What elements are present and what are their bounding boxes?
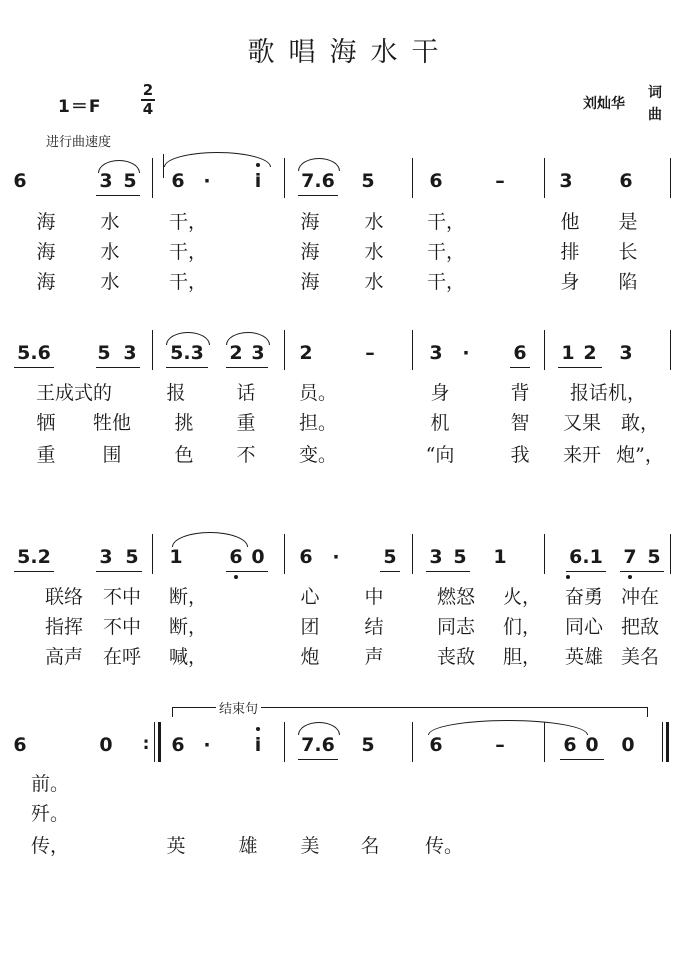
lyric: 丧敌 bbox=[436, 646, 476, 668]
lyric: 报 bbox=[166, 382, 186, 404]
octave-dot bbox=[256, 163, 260, 167]
lyric: 炮 bbox=[300, 646, 320, 668]
lyric: 水 bbox=[100, 211, 120, 233]
lyric: 海 bbox=[36, 271, 56, 293]
note: 0 bbox=[585, 734, 599, 756]
lyric: 是 bbox=[618, 211, 638, 233]
note: 6 bbox=[563, 734, 577, 756]
credit-music: 曲 bbox=[648, 107, 662, 123]
ending-bracket-left bbox=[172, 707, 173, 717]
note: 5 bbox=[453, 546, 467, 568]
eighth-underline bbox=[558, 367, 602, 368]
eighth-underline bbox=[14, 571, 54, 572]
note: 3 bbox=[559, 170, 573, 192]
lyric: 海 bbox=[36, 241, 56, 263]
note: · bbox=[203, 734, 211, 756]
lyric: 员。 bbox=[298, 382, 338, 404]
note: · bbox=[332, 546, 340, 568]
slur bbox=[98, 160, 140, 173]
note: 5 bbox=[125, 546, 139, 568]
lyric: 炮”， bbox=[616, 444, 664, 466]
lyric: 身 bbox=[430, 382, 450, 404]
lyric: 把敌 bbox=[620, 616, 660, 638]
lyric: 英 bbox=[166, 835, 186, 857]
barline bbox=[152, 158, 153, 198]
lyric: 们， bbox=[502, 616, 542, 638]
staff-row-1 bbox=[0, 158, 700, 202]
time-signature bbox=[141, 83, 155, 117]
note: 2 bbox=[299, 342, 313, 364]
note: 5 bbox=[647, 546, 661, 568]
barline bbox=[670, 534, 671, 574]
eighth-underline bbox=[566, 571, 606, 572]
barline bbox=[544, 534, 545, 574]
note: 6 bbox=[619, 170, 633, 192]
note: 3 bbox=[99, 170, 113, 192]
barline bbox=[544, 722, 545, 762]
note: 1 bbox=[493, 546, 507, 568]
lyric: 海 bbox=[300, 211, 320, 233]
eighth-underline bbox=[96, 195, 140, 196]
lyric: “向 bbox=[425, 444, 455, 466]
key-signature: 1＝F bbox=[58, 97, 102, 117]
lyric: 敢， bbox=[620, 412, 660, 434]
eighth-underline bbox=[166, 367, 208, 368]
repeat-barline bbox=[158, 722, 161, 762]
staff-row-2 bbox=[0, 330, 700, 374]
eighth-underline bbox=[226, 571, 268, 572]
eighth-underline bbox=[298, 195, 338, 196]
lyric: 背 bbox=[510, 382, 530, 404]
lyric: 他 bbox=[560, 211, 580, 233]
note: 6 bbox=[229, 546, 243, 568]
note: 5 bbox=[123, 170, 137, 192]
lyric: 机 bbox=[430, 412, 450, 434]
ending-label: 结束句 bbox=[216, 698, 261, 717]
lyric: 智 bbox=[510, 412, 530, 434]
note: – bbox=[495, 170, 505, 192]
lyric: 又果 bbox=[562, 412, 602, 434]
lyric: 干， bbox=[168, 271, 208, 293]
lyric: 前。 bbox=[30, 773, 70, 795]
note: 2 bbox=[583, 342, 597, 364]
lyric: 围 bbox=[102, 444, 122, 466]
slur bbox=[164, 152, 271, 167]
lyric: 报话机， bbox=[569, 382, 647, 404]
note: 5 bbox=[97, 342, 111, 364]
note: 5 bbox=[361, 734, 375, 756]
lyric: 奋勇 bbox=[564, 586, 604, 608]
lyric: 长 bbox=[618, 241, 638, 263]
eighth-underline bbox=[298, 759, 338, 760]
lyric: 话 bbox=[236, 382, 256, 404]
lyric: 在呼 bbox=[102, 646, 142, 668]
eighth-underline bbox=[96, 571, 142, 572]
lyric: 重 bbox=[36, 444, 56, 466]
barline bbox=[412, 722, 413, 762]
lyric: 中 bbox=[364, 586, 384, 608]
tempo-marking: 进行曲速度 bbox=[46, 135, 112, 150]
lyric: 变。 bbox=[298, 444, 338, 466]
lyric: 不中 bbox=[102, 616, 142, 638]
staff-row-3 bbox=[0, 534, 700, 578]
barline bbox=[670, 158, 671, 198]
lyric: 雄 bbox=[238, 835, 258, 857]
lyric: 结 bbox=[364, 616, 384, 638]
note: 5.6 bbox=[17, 342, 51, 364]
note: 3 bbox=[429, 342, 443, 364]
note: 0 bbox=[621, 734, 635, 756]
note: 3 bbox=[123, 342, 137, 364]
eighth-underline bbox=[560, 759, 604, 760]
final-barline bbox=[666, 722, 669, 762]
note: 0 bbox=[251, 546, 265, 568]
note: · bbox=[203, 170, 211, 192]
lyric: 来开 bbox=[562, 444, 602, 466]
note: 3 bbox=[251, 342, 265, 364]
lyric: 海 bbox=[300, 271, 320, 293]
barline bbox=[412, 158, 413, 198]
lyric: 同心 bbox=[564, 616, 604, 638]
note: 7.6 bbox=[301, 734, 335, 756]
note: 6 bbox=[299, 546, 313, 568]
note: – bbox=[365, 342, 375, 364]
lyric: 燃怒 bbox=[436, 586, 476, 608]
barline bbox=[662, 722, 663, 762]
lyric: 水 bbox=[100, 241, 120, 263]
eighth-underline bbox=[426, 571, 470, 572]
lyric: 心 bbox=[300, 586, 320, 608]
meter-bottom: 4 bbox=[142, 100, 154, 118]
barline bbox=[544, 158, 545, 198]
octave-dot bbox=[234, 575, 238, 579]
lyric: 重 bbox=[236, 412, 256, 434]
lyric: 传。 bbox=[424, 835, 464, 857]
lyric: 美名 bbox=[620, 646, 660, 668]
lyric: 干， bbox=[426, 241, 466, 263]
lyricist-composer: 刘灿华 bbox=[583, 96, 625, 112]
note: 1 bbox=[169, 546, 183, 568]
octave-dot bbox=[256, 727, 260, 731]
note: i bbox=[254, 170, 262, 192]
eighth-underline bbox=[510, 367, 530, 368]
note: 0 bbox=[99, 734, 113, 756]
lyric: 喊， bbox=[168, 646, 208, 668]
bracket-mark bbox=[163, 154, 164, 178]
barline bbox=[284, 534, 285, 574]
lyric: 水 bbox=[100, 271, 120, 293]
lyric: 火， bbox=[502, 586, 542, 608]
note: 6.1 bbox=[569, 546, 603, 568]
barline bbox=[152, 330, 153, 370]
note: 6 bbox=[513, 342, 527, 364]
lyric: 色 bbox=[174, 444, 194, 466]
barline bbox=[284, 722, 285, 762]
credit-words: 词 bbox=[648, 85, 662, 101]
octave-dot bbox=[628, 575, 632, 579]
note: 6 bbox=[171, 170, 185, 192]
note: – bbox=[495, 734, 505, 756]
note: 6 bbox=[429, 734, 443, 756]
lyric: 水 bbox=[364, 211, 384, 233]
note: 3 bbox=[619, 342, 633, 364]
eighth-underline bbox=[14, 367, 54, 368]
lyric: 王成式的 bbox=[35, 382, 113, 404]
repeat-dots: : bbox=[142, 734, 150, 754]
slur bbox=[428, 720, 588, 735]
barline bbox=[284, 158, 285, 198]
note: 6 bbox=[171, 734, 185, 756]
barline bbox=[284, 330, 285, 370]
barline bbox=[412, 330, 413, 370]
note: 6 bbox=[13, 734, 27, 756]
lyric: 海 bbox=[36, 211, 56, 233]
lyric: 挑 bbox=[174, 412, 194, 434]
note: 5.3 bbox=[170, 342, 204, 364]
eighth-underline bbox=[620, 571, 664, 572]
lyric: 同志 bbox=[436, 616, 476, 638]
lyric: 陷 bbox=[618, 271, 638, 293]
lyric: 传， bbox=[30, 835, 70, 857]
lyric: 海 bbox=[300, 241, 320, 263]
lyric: 水 bbox=[364, 241, 384, 263]
barline bbox=[544, 330, 545, 370]
staff-row-4 bbox=[0, 722, 700, 766]
lyric: 英雄 bbox=[564, 646, 604, 668]
lyric: 担。 bbox=[298, 412, 338, 434]
lyric: 胆， bbox=[502, 646, 542, 668]
note: 5 bbox=[383, 546, 397, 568]
note: 1 bbox=[561, 342, 575, 364]
lyric: 干， bbox=[426, 271, 466, 293]
meter-top: 2 bbox=[142, 81, 154, 99]
lyric: 我 bbox=[510, 444, 530, 466]
lyric: 高声 bbox=[44, 646, 84, 668]
lyric: 联络 bbox=[44, 586, 84, 608]
note: · bbox=[462, 342, 470, 364]
lyric: 不中 bbox=[102, 586, 142, 608]
lyric: 断， bbox=[168, 586, 208, 608]
note: 6 bbox=[13, 170, 27, 192]
lyric: 身 bbox=[560, 271, 580, 293]
lyric: 名 bbox=[360, 835, 380, 857]
lyric: 团 bbox=[300, 616, 320, 638]
barline bbox=[152, 534, 153, 574]
lyric: 牺 bbox=[36, 412, 56, 434]
note: 7 bbox=[623, 546, 637, 568]
barline bbox=[154, 722, 155, 762]
note: 5 bbox=[361, 170, 375, 192]
lyric: 排 bbox=[560, 241, 580, 263]
note: 3 bbox=[429, 546, 443, 568]
lyric: 干， bbox=[168, 241, 208, 263]
lyric: 干， bbox=[426, 211, 466, 233]
lyric: 歼。 bbox=[30, 803, 70, 825]
note: 5.2 bbox=[17, 546, 51, 568]
note: 6 bbox=[429, 170, 443, 192]
lyric: 牲他 bbox=[92, 412, 132, 434]
note: i bbox=[254, 734, 262, 756]
lyric: 不 bbox=[236, 444, 256, 466]
eighth-underline bbox=[226, 367, 268, 368]
lyric: 水 bbox=[364, 271, 384, 293]
note: 2 bbox=[229, 342, 243, 364]
credit-roles bbox=[648, 82, 662, 126]
lyric: 声 bbox=[364, 646, 384, 668]
note: 7.6 bbox=[301, 170, 335, 192]
lyric: 指挥 bbox=[44, 616, 84, 638]
slur bbox=[172, 532, 248, 547]
lyric: 断， bbox=[168, 616, 208, 638]
note: 3 bbox=[99, 546, 113, 568]
song-title: 歌唱海水干 bbox=[247, 37, 453, 68]
ending-bracket-right bbox=[647, 707, 648, 717]
lyric: 干， bbox=[168, 211, 208, 233]
eighth-underline bbox=[380, 571, 400, 572]
octave-dot bbox=[566, 575, 570, 579]
lyric: 冲在 bbox=[620, 586, 660, 608]
lyric: 美 bbox=[300, 835, 320, 857]
barline bbox=[412, 534, 413, 574]
barline bbox=[670, 330, 671, 370]
eighth-underline bbox=[96, 367, 140, 368]
